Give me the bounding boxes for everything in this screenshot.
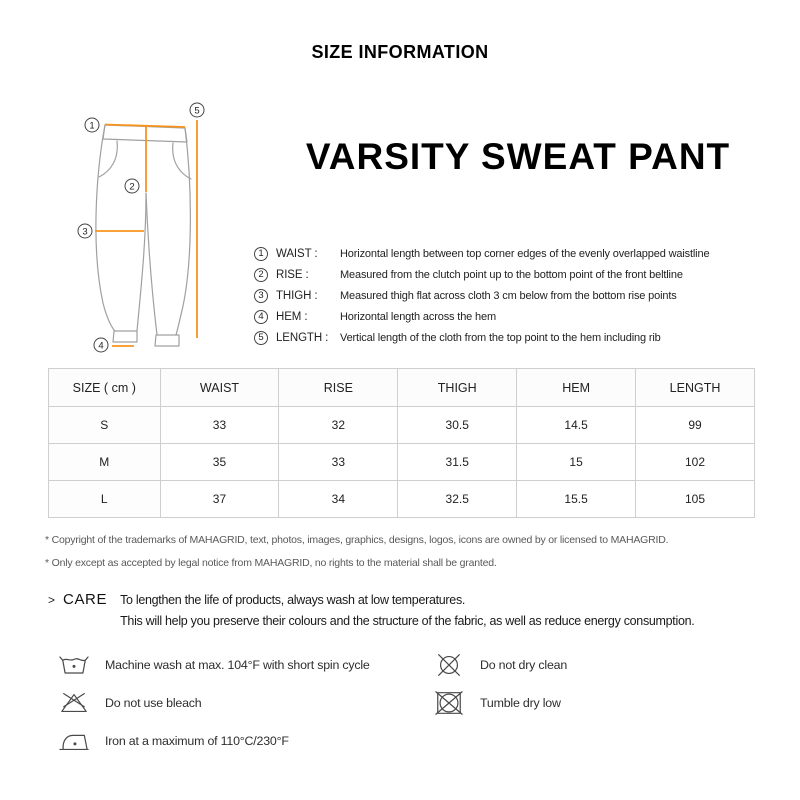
value-cell: 31.5	[398, 444, 517, 481]
value-cell: 33	[160, 407, 279, 444]
page-title: SIZE INFORMATION	[311, 42, 489, 62]
column-header: RISE	[279, 369, 398, 407]
care-instruction-item	[433, 646, 567, 684]
care-text-line: To lengthen the life of products, always wash at low temperatures.	[120, 593, 466, 607]
measurement-row	[254, 264, 764, 285]
size-cell: M	[49, 444, 161, 481]
iron-icon	[58, 727, 90, 755]
value-cell: 35	[160, 444, 279, 481]
measurement-label: WAIST :	[276, 247, 318, 260]
measurement-row	[254, 306, 764, 327]
care-instruction-label: Do not use bleach	[105, 696, 202, 710]
value-cell: 30.5	[398, 407, 517, 444]
size-cell: L	[49, 481, 161, 518]
pants-measurement-diagram	[60, 98, 240, 358]
column-header: LENGTH	[636, 369, 755, 407]
measurement-number-badge: 3	[254, 289, 268, 303]
measurement-label: RISE :	[276, 268, 309, 281]
measurement-label: LENGTH :	[276, 331, 329, 344]
machine-wash-icon	[58, 651, 90, 679]
care-section-header	[48, 590, 694, 632]
tumble-dry-low-icon	[433, 689, 465, 717]
care-instruction-label: Tumble dry low	[480, 696, 561, 710]
value-cell: 34	[279, 481, 398, 518]
callout-4: 4	[98, 340, 104, 352]
measurement-number-badge: 4	[254, 310, 268, 324]
do-not-bleach-icon	[58, 689, 90, 717]
copyright-note: * Copyright of the trademarks of MAHAGRID, text, photos, images, graphics, designs, logos, icons are owned by or licensed to MAHAGRID.	[45, 534, 669, 546]
callout-1: 1	[89, 120, 95, 132]
table-row	[49, 444, 755, 481]
care-instruction-item	[58, 646, 370, 684]
column-header: SIZE ( cm )	[49, 369, 161, 407]
value-cell: 37	[160, 481, 279, 518]
care-instruction-item	[58, 684, 370, 722]
rights-note: * Only except as accepted by legal notice from MAHAGRID, no rights to the material shall be granted.	[45, 557, 497, 569]
column-header: HEM	[517, 369, 636, 407]
measurement-description: Horizontal length across the hem	[340, 310, 497, 323]
care-instruction-label: Iron at a maximum of 110°C/230°F	[105, 734, 289, 748]
pants-outline	[96, 125, 191, 346]
legal-notes	[45, 529, 668, 575]
callout-5: 5	[194, 105, 200, 117]
measurement-row	[254, 285, 764, 306]
care-instructions-right-column	[433, 646, 567, 722]
value-cell: 99	[636, 407, 755, 444]
callout-3: 3	[82, 226, 88, 238]
size-table-header	[49, 369, 755, 407]
measurement-definitions	[254, 243, 764, 348]
column-header: THIGH	[398, 369, 517, 407]
care-instruction-item	[58, 722, 370, 760]
table-row	[49, 407, 755, 444]
value-cell: 33	[279, 444, 398, 481]
waist-line	[105, 125, 185, 128]
care-instruction-item	[433, 684, 567, 722]
measurement-row	[254, 243, 764, 264]
measurement-label: THIGH :	[276, 289, 318, 302]
measurement-number-badge: 1	[254, 247, 268, 261]
care-instruction-label: Machine wash at max. 104°F with short spin cycle	[105, 658, 370, 672]
product-name: VARSITY SWEAT PANT	[305, 136, 731, 177]
value-cell: 32.5	[398, 481, 517, 518]
measurement-label: HEM :	[276, 310, 308, 323]
measurement-description: Measured thigh flat across cloth 3 cm below from the bottom rise points	[340, 289, 677, 302]
measurement-number-badge: 5	[254, 331, 268, 345]
table-row	[49, 481, 755, 518]
care-instructions-left-column	[58, 646, 370, 760]
value-cell: 105	[636, 481, 755, 518]
measurement-description: Vertical length of the cloth from the top point to the hem including rib	[340, 331, 661, 344]
size-cell: S	[49, 407, 161, 444]
measurement-description: Measured from the clutch point up to the bottom point of the front beltline	[340, 268, 683, 281]
care-description	[120, 590, 694, 632]
value-cell: 15.5	[517, 481, 636, 518]
value-cell: 102	[636, 444, 755, 481]
measurement-description: Horizontal length between top corner edges of the evenly overlapped waistline	[340, 247, 710, 260]
size-table	[48, 368, 755, 518]
measurement-number-badge: 2	[254, 268, 268, 282]
care-arrow: >	[48, 593, 56, 607]
value-cell: 14.5	[517, 407, 636, 444]
care-label: CARE	[63, 591, 108, 608]
care-text-line: This will help you preserve their colours and the structure of the fabric, as well as reduce energy consumption.	[120, 614, 695, 628]
callout-2: 2	[129, 181, 135, 193]
size-table-body	[49, 407, 755, 518]
column-header: WAIST	[160, 369, 279, 407]
measurement-row	[254, 327, 764, 348]
care-instruction-label: Do not dry clean	[480, 658, 568, 672]
value-cell: 32	[279, 407, 398, 444]
do-not-dry-clean-icon	[433, 651, 465, 679]
value-cell: 15	[517, 444, 636, 481]
